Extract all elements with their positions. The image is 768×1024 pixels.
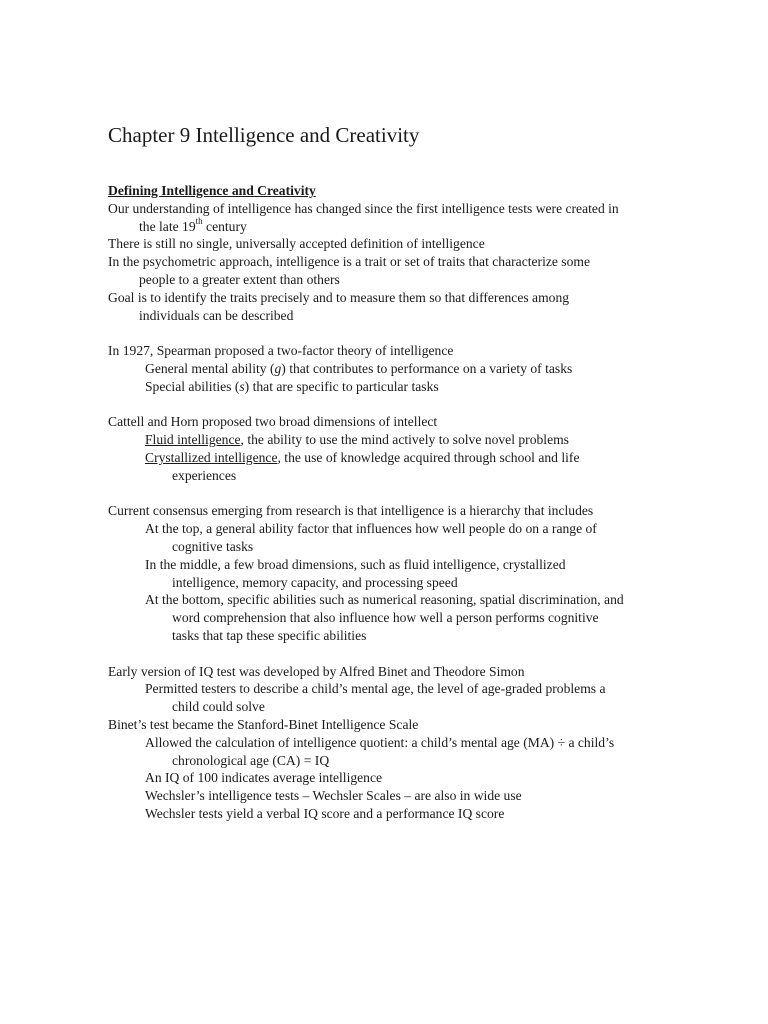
paragraph-line: Wechsler’s intelligence tests – Wechsler Scales – are also in wide use xyxy=(145,788,522,804)
italic-symbol: s xyxy=(239,378,245,394)
text-span: Special abilities ( xyxy=(145,378,240,394)
spacer xyxy=(108,645,688,663)
italic-symbol: g xyxy=(274,360,282,376)
paragraph-line xyxy=(108,449,688,467)
paragraph-line: In the psychometric approach, intelligence is a trait or set of traits that characterize some xyxy=(108,254,591,270)
text-span: the late 19 xyxy=(139,218,196,234)
paragraph-line: chronological age (CA) = IQ xyxy=(172,752,330,768)
text-span: ) that contributes to performance on a variety of tasks xyxy=(281,360,573,376)
superscript: th xyxy=(195,216,203,227)
paragraph-line: Cattell and Horn proposed two broad dimensions of intellect xyxy=(108,414,438,430)
section-heading: Defining Intelligence and Creativity xyxy=(108,183,316,198)
chapter-title: Chapter 9 Intelligence and Creativity xyxy=(108,123,420,147)
paragraph-line: Permitted testers to describe a child’s mental age, the level of age-graded problems a xyxy=(145,681,606,697)
paragraph-line xyxy=(108,378,688,396)
paragraph-line: tasks that tap these specific abilities xyxy=(172,627,367,643)
paragraph-line: There is still no single, universally accepted definition of intelligence xyxy=(108,236,485,252)
paragraph-line: experiences xyxy=(172,467,237,483)
paragraph-line: Our understanding of intelligence has changed since the first intelligence tests were created in xyxy=(108,200,619,216)
paragraph-line: Wechsler tests yield a verbal IQ score and a performance IQ score xyxy=(145,805,505,821)
underlined-term: Fluid intelligence xyxy=(145,432,241,448)
paragraph-line xyxy=(108,218,688,236)
spacer xyxy=(108,485,688,503)
paragraph-line: child could solve xyxy=(172,699,265,715)
text-span: , the ability to use the mind actively to solve novel problems xyxy=(240,432,569,448)
paragraph-line: Binet’s test became the Stanford-Binet Intelligence Scale xyxy=(108,716,419,732)
paragraph-line: word comprehension that also influence how well a person performs cognitive xyxy=(172,610,599,626)
paragraph-line: cognitive tasks xyxy=(172,538,254,554)
text-span: century xyxy=(202,218,247,234)
text-span: General mental ability ( xyxy=(145,360,275,376)
underlined-term: Crystallized intelligence xyxy=(145,449,278,465)
paragraph-line: Current consensus emerging from research is that intelligence is a hierarchy that includes xyxy=(108,503,594,519)
paragraph-line: At the bottom, specific abilities such as numerical reasoning, spatial discrimination, and xyxy=(145,592,624,608)
paragraph-line: people to a greater extent than others xyxy=(139,271,340,287)
paragraph-line: intelligence, memory capacity, and processing speed xyxy=(172,574,458,590)
paragraph-line xyxy=(108,431,688,449)
paragraph-line: An IQ of 100 indicates average intelligence xyxy=(145,770,383,786)
paragraph-line: Allowed the calculation of intelligence quotient: a child’s mental age (MA) ÷ a child’s xyxy=(145,734,615,750)
paragraph-line: Goal is to identify the traits precisely and to measure them so that differences among xyxy=(108,289,570,305)
paragraph-line: individuals can be described xyxy=(139,307,294,323)
paragraph-line: At the top, a general ability factor that influences how well people do on a range of xyxy=(145,521,597,537)
text-span: ) that are specific to particular tasks xyxy=(244,378,439,394)
paragraph-line: Early version of IQ test was developed by Alfred Binet and Theodore Simon xyxy=(108,663,525,679)
document-body xyxy=(108,182,688,823)
paragraph-line xyxy=(108,360,688,378)
paragraph-line: In 1927, Spearman proposed a two-factor theory of intelligence xyxy=(108,343,454,359)
spacer xyxy=(108,324,688,342)
spacer xyxy=(108,396,688,414)
text-span: , the use of knowledge acquired through school and life xyxy=(277,449,580,465)
paragraph-line: In the middle, a few broad dimensions, such as fluid intelligence, crystallized xyxy=(145,556,566,572)
